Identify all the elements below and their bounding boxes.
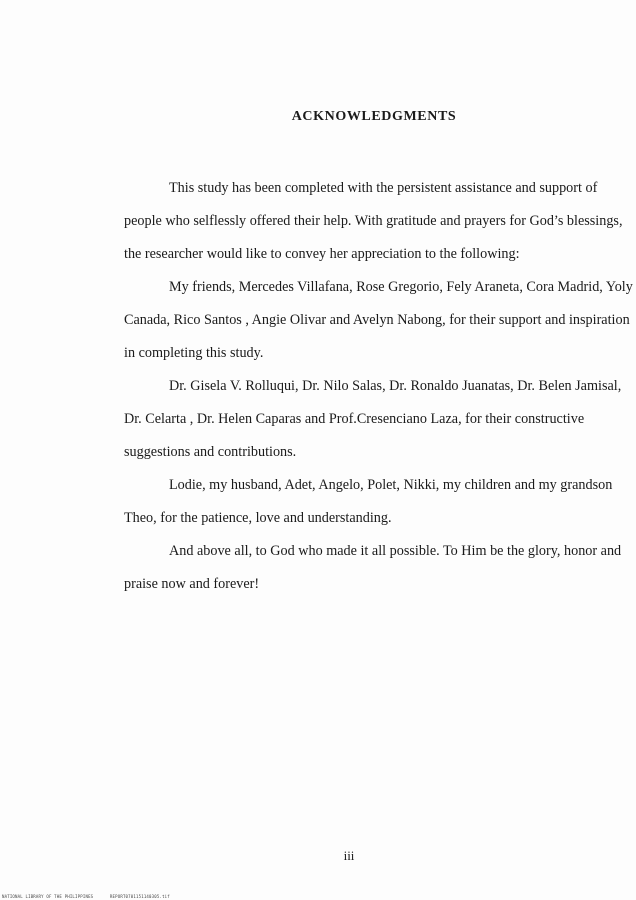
text-line: Dr. Gisela V. Rolluqui, Dr. Nilo Salas, Dr. Ronaldo Juanatas, Dr. Belen Jamisal,: [169, 378, 622, 394]
footer-library: NATIONAL LIBRARY OF THE PHILIPPINES: [2, 894, 94, 899]
paragraph-family: [79, 469, 627, 535]
paragraph-god: [79, 535, 627, 601]
text-line: This study has been completed with the persistent assistance and support of: [169, 180, 598, 196]
text-line: people who selflessly offered their help. With gratitude and prayers for God’s blessings,: [124, 213, 623, 229]
text-line: in completing this study.: [124, 345, 264, 361]
text-line: And above all, to God who made it all possible. To Him be the glory, honor and: [169, 543, 622, 559]
text-line: Theo, for the patience, love and understanding.: [124, 510, 392, 526]
paragraph-advisers: [79, 370, 627, 469]
paragraph-friends: [79, 271, 633, 370]
text-line: Dr. Celarta , Dr. Helen Caparas and Prof.Cresenciano Laza, for their constructive: [124, 411, 585, 427]
text-line: praise now and forever!: [124, 576, 260, 592]
text-line: Canada, Rico Santos , Angie Olivar and Avelyn Nabong, for their support and inspiration: [124, 312, 630, 328]
page-title: ACKNOWLEDGMENTS: [291, 109, 457, 124]
footer-file: REPORT0701151140305.tif: [109, 894, 170, 899]
text-line: suggestions and contributions.: [124, 444, 297, 460]
page-number: iii: [343, 848, 355, 863]
text-line: Lodie, my husband, Adet, Angelo, Polet, Nikki, my children and my grandson: [169, 477, 613, 493]
text-line: My friends, Mercedes Villafana, Rose Gregorio, Fely Araneta, Cora Madrid, Yoly: [169, 279, 633, 295]
acknowledgments-body: [79, 172, 633, 601]
scan-footer-stamp: [2, 894, 170, 899]
text-line: the researcher would like to convey her appreciation to the following:: [124, 246, 520, 262]
paragraph-intro: [79, 172, 627, 271]
